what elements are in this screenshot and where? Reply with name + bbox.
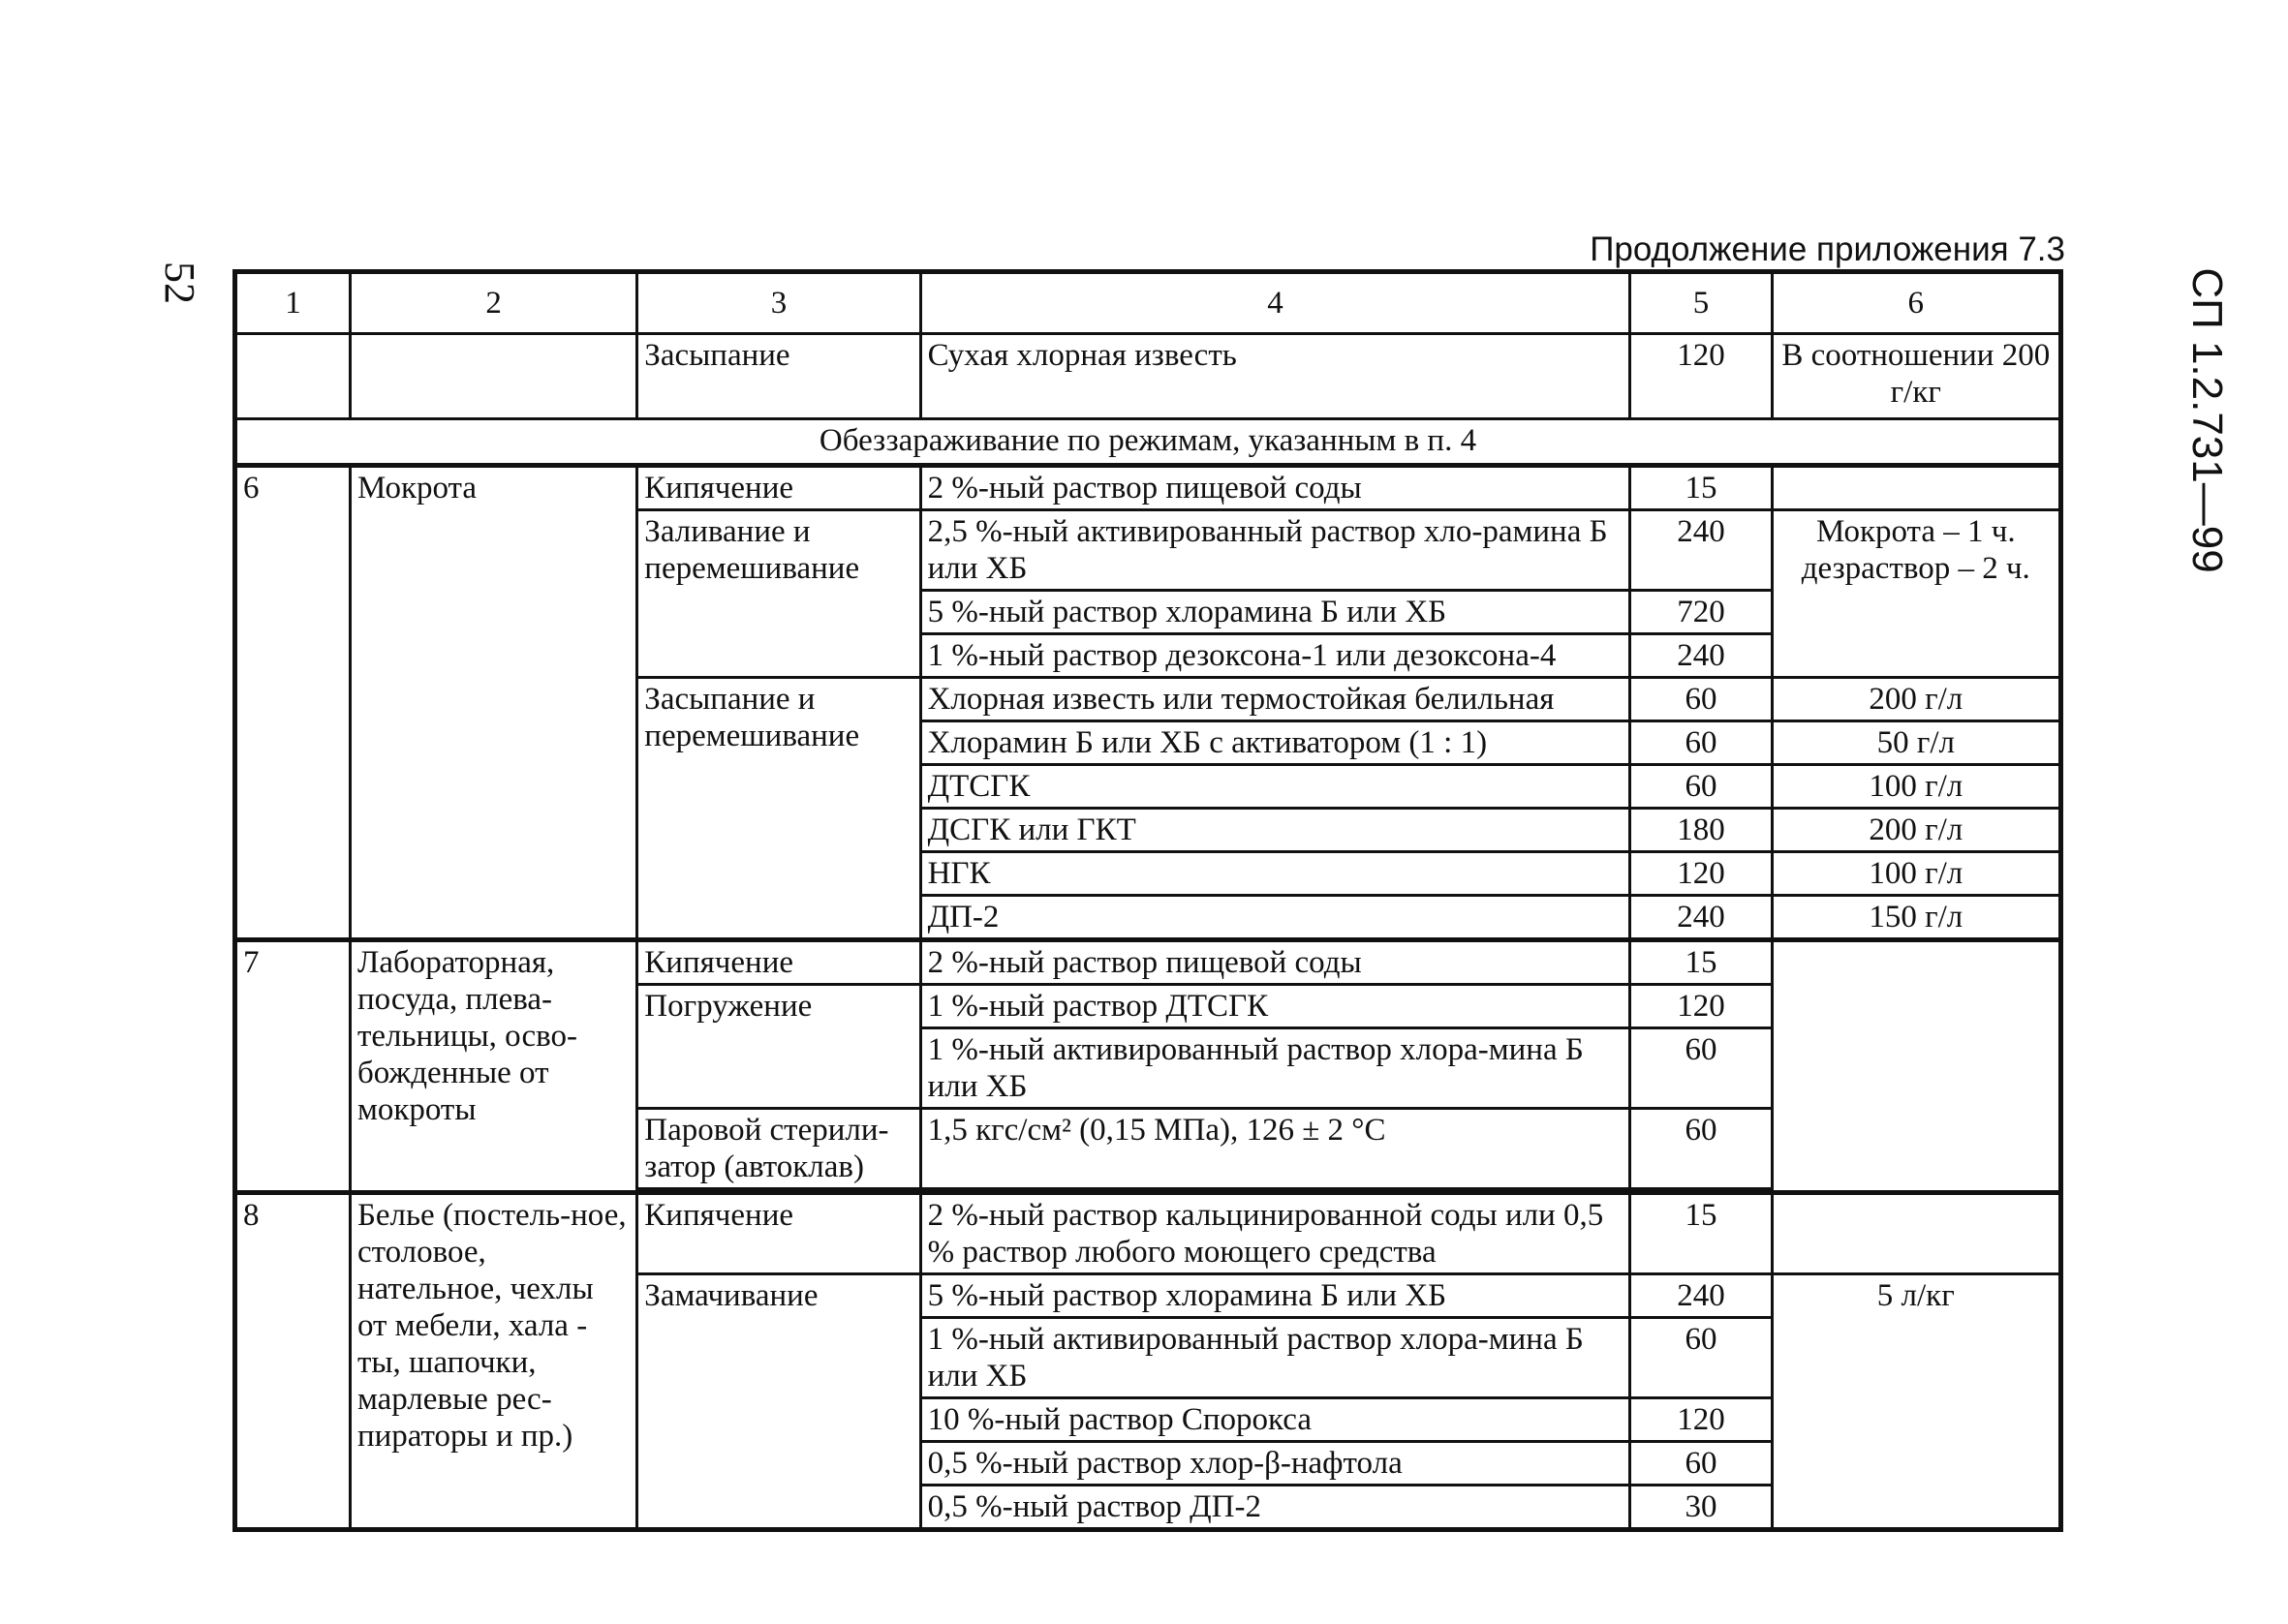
cell-num: 6 (235, 466, 351, 940)
cell-time: 60 (1630, 721, 1772, 765)
cell-method: Замачивание (637, 1274, 920, 1530)
cell-norm: 200 г/л (1772, 809, 2060, 852)
cell-agent: 5 %-ный раствор хлорамина Б или ХБ (920, 591, 1630, 634)
cell-num (235, 334, 351, 419)
cell-time: 240 (1630, 510, 1772, 591)
cell-norm (1772, 1193, 2060, 1274)
table-row (235, 334, 2061, 419)
cell-norm: 100 г/л (1772, 852, 2060, 896)
cell-method: Заливание и перемешивание (637, 510, 920, 678)
cell-agent: ДТСГК (920, 765, 1630, 809)
cell-agent: 5 %-ный раствор хлорамина Б или ХБ (920, 1274, 1630, 1318)
cell-method: Кипячение (637, 1193, 920, 1274)
cell-method: Засыпание и перемешивание (637, 678, 920, 940)
table-row (235, 1193, 2061, 1274)
cell-time: 120 (1630, 985, 1772, 1028)
header-cell: 4 (920, 272, 1630, 334)
cell-agent: Хлорамин Б или ХБ с активатором (1 : 1) (920, 721, 1630, 765)
cell-agent: 1 %-ный активированный раствор хлора-мина Б или ХБ (920, 1318, 1630, 1398)
cell-agent: Сухая хлорная известь (920, 334, 1630, 419)
cell-method: Паровой стерили-затор (автоклав) (637, 1109, 920, 1189)
header-cell: 2 (350, 272, 636, 334)
cell-time: 720 (1630, 591, 1772, 634)
section-title: Обеззараживание по режимам, указанным в п. 4 (235, 419, 2061, 466)
cell-method: Кипячение (637, 466, 920, 510)
cell-time: 60 (1630, 1028, 1772, 1109)
cell-agent: 2 %-ный раствор кальцинированной соды или 0,5 % раствор любого моющего средства (920, 1193, 1630, 1274)
cell-method: Засыпание (637, 334, 920, 419)
cell-time: 120 (1630, 852, 1772, 896)
cell-time: 240 (1630, 896, 1772, 940)
header-row (235, 272, 2061, 334)
cell-norm (1772, 940, 2060, 1193)
section-row (235, 419, 2061, 466)
cell-agent: 1 %-ный раствор ДТСГК (920, 985, 1630, 1028)
table-row (235, 466, 2061, 510)
cell-agent: 2 %-ный раствор пищевой соды (920, 466, 1630, 510)
cell-norm: 5 л/кг (1772, 1274, 2060, 1530)
cell-object: Лабораторная, посуда, плева-тельницы, осво-божденные от мокроты (350, 940, 636, 1193)
cell-norm: 50 г/л (1772, 721, 2060, 765)
cell-time: 15 (1630, 940, 1772, 985)
page-number: 52 (156, 261, 203, 304)
continuation-caption: Продолжение приложения 7.3 (1590, 230, 2065, 268)
cell-object (350, 334, 636, 419)
cell-agent: ДСГК или ГКТ (920, 809, 1630, 852)
cell-num: 7 (235, 940, 351, 1193)
cell-agent: 0,5 %-ный раствор хлор-β-нафтола (920, 1442, 1630, 1486)
cell-time: 60 (1630, 1442, 1772, 1486)
cell-time: 30 (1630, 1486, 1772, 1530)
cell-method: Погружение (637, 985, 920, 1109)
cell-time: 240 (1630, 1274, 1772, 1318)
cell-norm: Мокрота – 1 ч. дезраствор – 2 ч. (1772, 510, 2060, 678)
cell-agent: 1,5 кгс/см² (0,15 МПа), 126 ± 2 °С (920, 1109, 1630, 1189)
cell-agent: 0,5 %-ный раствор ДП-2 (920, 1486, 1630, 1530)
header-cell: 5 (1630, 272, 1772, 334)
cell-time: 60 (1630, 765, 1772, 809)
cell-num: 8 (235, 1193, 351, 1530)
cell-agent: Хлорная известь или термостойкая белильная (920, 678, 1630, 721)
cell-time: 60 (1630, 1109, 1772, 1189)
document-code: СП 1.2.731—99 (2183, 267, 2231, 573)
cell-agent: 2,5 %-ный активированный раствор хло-рамина Б или ХБ (920, 510, 1630, 591)
cell-method: Кипячение (637, 940, 920, 985)
cell-agent: 10 %-ный раствор Спорокса (920, 1398, 1630, 1442)
header-cell: 6 (1772, 272, 2060, 334)
cell-norm (1772, 466, 2060, 510)
cell-norm: 150 г/л (1772, 896, 2060, 940)
cell-object: Белье (постель-ное, столовое, нательное, чехлы от мебели, хала - ты, шапочки, марлевые рес-пираторы и пр.) (350, 1193, 636, 1530)
cell-time: 15 (1630, 466, 1772, 510)
cell-agent: 2 %-ный раствор пищевой соды (920, 940, 1630, 985)
cell-time: 15 (1630, 1193, 1772, 1274)
cell-agent: 1 %-ный активированный раствор хлора-мина Б или ХБ (920, 1028, 1630, 1109)
cell-object: Мокрота (350, 466, 636, 940)
cell-norm: В соотношении 200 г/кг (1772, 334, 2060, 419)
cell-time: 60 (1630, 1318, 1772, 1398)
table-row (235, 940, 2061, 985)
cell-norm: 100 г/л (1772, 765, 2060, 809)
header-cell: 3 (637, 272, 920, 334)
disinfection-table (232, 269, 2063, 1532)
cell-agent: ДП-2 (920, 896, 1630, 940)
cell-time: 240 (1630, 634, 1772, 678)
cell-norm: 200 г/л (1772, 678, 2060, 721)
cell-time: 120 (1630, 1398, 1772, 1442)
cell-agent: 1 %-ный раствор дезоксона-1 или дезоксона-4 (920, 634, 1630, 678)
cell-agent: НГК (920, 852, 1630, 896)
cell-time: 120 (1630, 334, 1772, 419)
cell-time: 60 (1630, 678, 1772, 721)
header-cell: 1 (235, 272, 351, 334)
cell-time: 180 (1630, 809, 1772, 852)
